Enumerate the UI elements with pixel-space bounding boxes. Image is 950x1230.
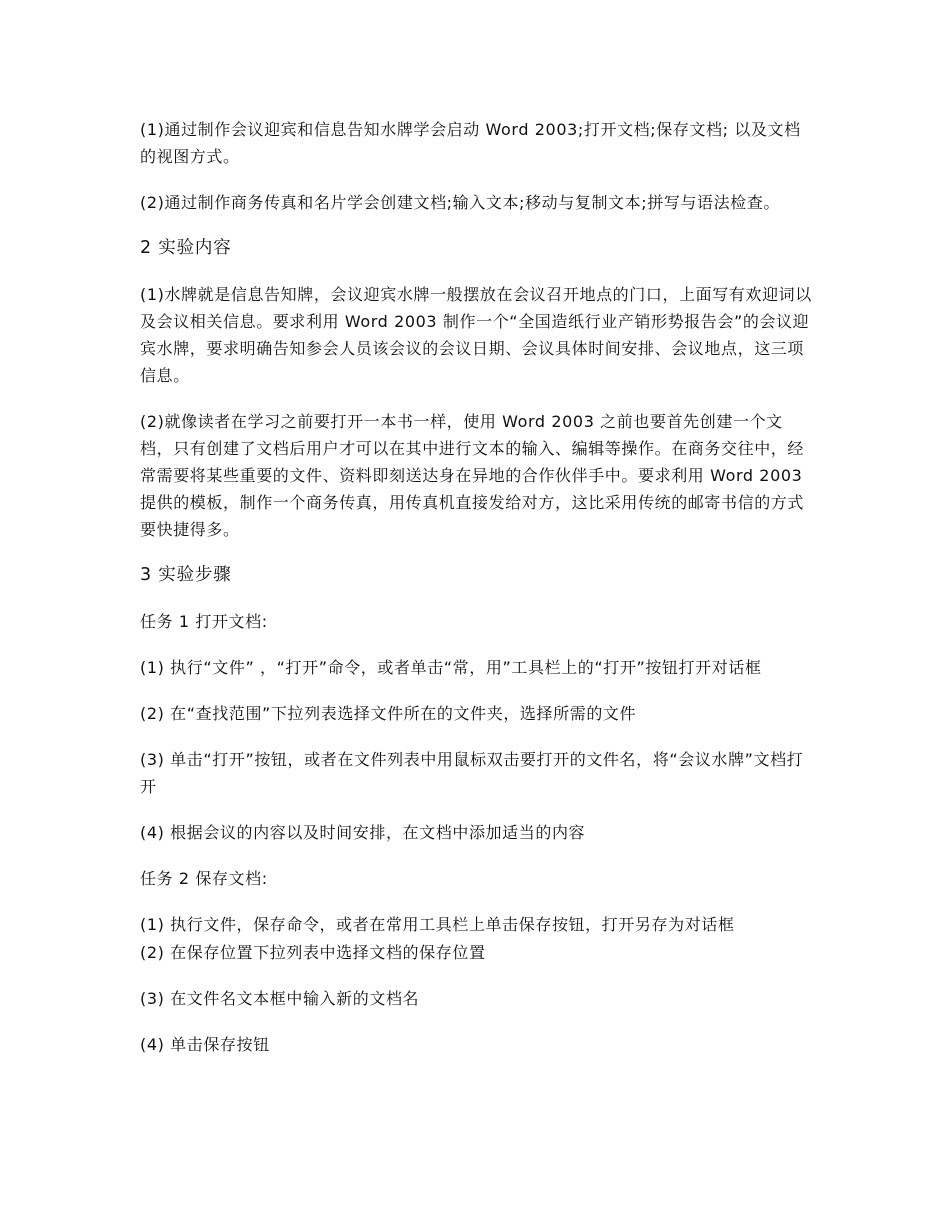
- task-2-title: 任务 2 保存文档:: [140, 869, 268, 888]
- paragraph-content-2: (2)就像读者在学习之前要打开一本书一样，使用 Word 2003 之前也要首先创建一个文档，只有创建了文档后用户才可以在其中进行文本的输入、编辑等操作。在商务交往中，经常需要将某些重要的文件、资料即刻送达身在异地的合作伙伴手中。要求利用 Word 2003 提供的模板，制作一个商务传真，用传真机直接发给对方，这比采用传统的邮寄书信的方式要快捷得多。: [140, 412, 805, 539]
- document-body: [140, 116, 812, 1058]
- task-2-step-3: (3) 在文件名文本框中输入新的文档名: [140, 989, 420, 1008]
- task-1-title: 任务 1 打开文档:: [140, 612, 268, 631]
- paragraph-objective-2: (2)通过制作商务传真和名片学会创建文档;输入文本;移动与复制文本;拼写与语法检查。: [140, 193, 781, 212]
- section-heading-steps: 3 实验步骤: [140, 565, 232, 585]
- paragraph-objective-1: (1)通过制作会议迎宾和信息告知水牌学会启动 Word 2003;打开文档;保存文档; 以及文档的视图方式。: [140, 120, 801, 166]
- section-heading-content: 2 实验内容: [140, 238, 232, 258]
- task-2-step-4: (4) 单击保存按钮: [140, 1035, 270, 1054]
- paragraph-content-1: (1)水牌就是信息告知牌，会议迎宾水牌一般摆放在会议召开地点的门口，上面写有欢迎词以及会议相关信息。要求利用 Word 2003 制作一个“全国造纸行业产销形势报告会”的会议迎宾水牌，要求明确告知参会人员该会议的会议日期、会议具体时间安排、会议地点，这三项信息。: [140, 285, 812, 385]
- task-1-step-4: (4) 根据会议的内容以及时间安排，在文档中添加适当的内容: [140, 823, 586, 842]
- task-1-step-2: (2) 在“查找范围”下拉列表选择文件所在的文件夹，选择所需的文件: [140, 704, 637, 723]
- task-1-step-3: (3) 单击“打开”按钮，或者在文件列表中用鼠标双击要打开的文件名，将“会议水牌”文档打开: [140, 750, 804, 796]
- task-2-step-1: (1) 执行文件，保存命令，或者在常用工具栏上单击保存按钮，打开另存为对话框: [140, 915, 735, 934]
- task-1-step-1: (1) 执行“文件” ，“打开”命令，或者单击“常，用”工具栏上的“打开”按钮打开对话框: [140, 658, 762, 677]
- task-2-step-2: (2) 在保存位置下拉列表中选择文档的保存位置: [140, 943, 486, 962]
